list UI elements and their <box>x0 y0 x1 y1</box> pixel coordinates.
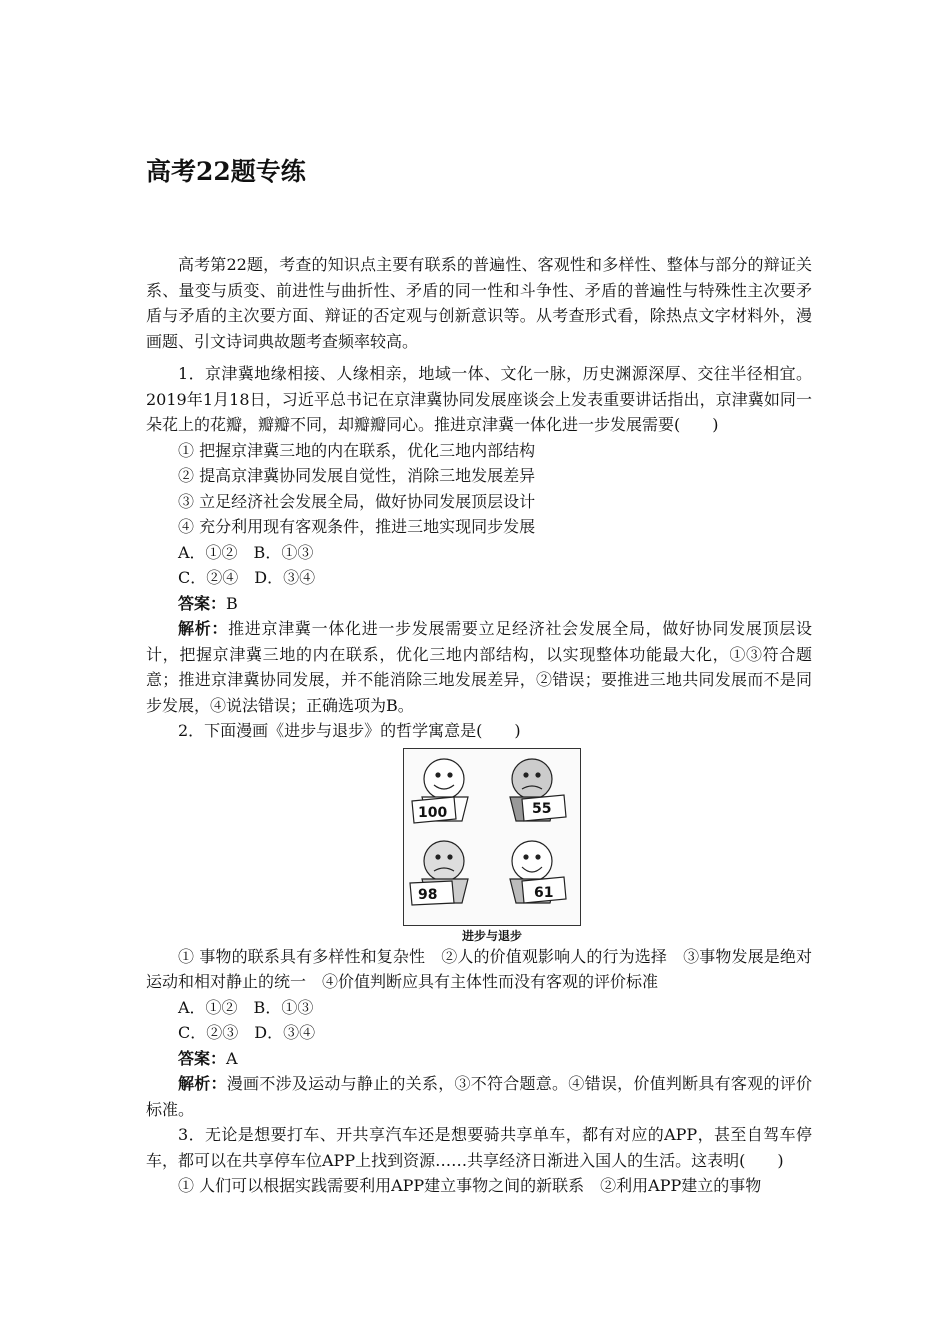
q3-stem: 3．无论是想要打车、开共享汽车还是想要骑共享单车，都有对应的APP，甚至自驾车停车，都可以在共享停车位APP上找到资源……共享经济日渐进入国人的生活。这表明( ) <box>146 1125 812 1170</box>
answer-value: B <box>226 593 238 613</box>
q2-stem: 2．下面漫画《进步与退步》的哲学寓意是( ) <box>178 721 521 740</box>
q1-answer <box>146 591 812 617</box>
q1-analysis <box>146 616 812 718</box>
analysis-label: 解析： <box>178 1074 227 1093</box>
q2-choices-cd: C．②③ D．③④ <box>178 1023 316 1042</box>
analysis-label: 解析： <box>178 619 229 638</box>
cartoon-image <box>403 748 581 926</box>
answer-label: 答案： <box>178 593 227 613</box>
q1-choices-ab: A．①② B．①③ <box>178 542 314 562</box>
q1-option-3: ③ 立足经济社会发展全局，做好协同发展顶层设计 <box>178 491 536 511</box>
questions <box>146 361 812 1199</box>
q2-analysis <box>146 1071 812 1122</box>
q3-options: ① 人们可以根据实践需要利用APP建立事物之间的新联系 ②利用APP建立的事物 <box>178 1176 762 1195</box>
page-title: 高考22题专练 <box>146 157 306 186</box>
analysis-text: 漫画不涉及运动与静止的关系，③不符合题意。④错误，价值判断具有客观的评价标准。 <box>146 1074 812 1119</box>
answer-label: 答案： <box>178 1048 227 1068</box>
cartoon-caption: 进步与退步 <box>461 928 522 943</box>
q2-choices-ab: A．①② B．①③ <box>178 997 314 1017</box>
q1-option-1: ① 把握京津冀三地的内在联系，优化三地内部结构 <box>178 440 536 460</box>
score-bottom-left: 98 <box>418 886 438 903</box>
intro-paragraph: 高考第22题，考查的知识点主要有联系的普遍性、客观性和多样性、整体与部分的辩证关系、量变与质变、前进性与曲折性、矛盾的同一性和斗争性、矛盾的普遍性与特殊性主次要矛盾与矛盾的主次要方面、辩证的否定观与创新意识等。从考查形式看，除热点文字材料外，漫画题、引文诗词典故题考查频率较高。 <box>146 255 812 351</box>
q1-option-2: ② 提高京津冀协同发展自觉性，消除三地发展差异 <box>178 466 536 485</box>
cartoon-figure <box>146 748 812 943</box>
score-bottom-right: 61 <box>534 884 554 901</box>
score-top-right: 55 <box>532 800 552 817</box>
q1-choices-cd: C．②④ D．③④ <box>178 568 316 587</box>
q2-options: ① 事物的联系具有多样性和复杂性 ②人的价值观影响人的行为选择 ③事物发展是绝对运动和相对静止的统一 ④价值判断应具有主体性而没有客观的评价标准 <box>146 946 812 991</box>
score-top-left: 100 <box>418 804 448 821</box>
analysis-text: 推进京津冀一体化进一步发展需要立足经济社会发展全局，做好协同发展顶层设计，把握京津冀三地的内在联系，优化三地内部结构，以实现整体功能最大化，①③符合题意；推进京津冀协同发展，并不能消除三地发展差异，②错误；要推进三地共同发展而不是同步发展，④说法错误；正确选项为B。 <box>146 619 812 715</box>
q1-stem: 1．京津冀地缘相接、人缘相亲，地域一体、文化一脉，历史渊源深厚、交往半径相宜。2019年1月18日，习近平总书记在京津冀协同发展座谈会上发表重要讲话指出，京津冀如同一朵花上的花瓣，瓣瓣不同，却瓣瓣同心。推进京津冀一体化进一步发展需要( ) <box>146 364 812 434</box>
q2-answer <box>146 1046 812 1072</box>
answer-value: A <box>226 1048 238 1068</box>
q1-option-4: ④ 充分利用现有客观条件，推进三地实现同步发展 <box>178 517 536 536</box>
